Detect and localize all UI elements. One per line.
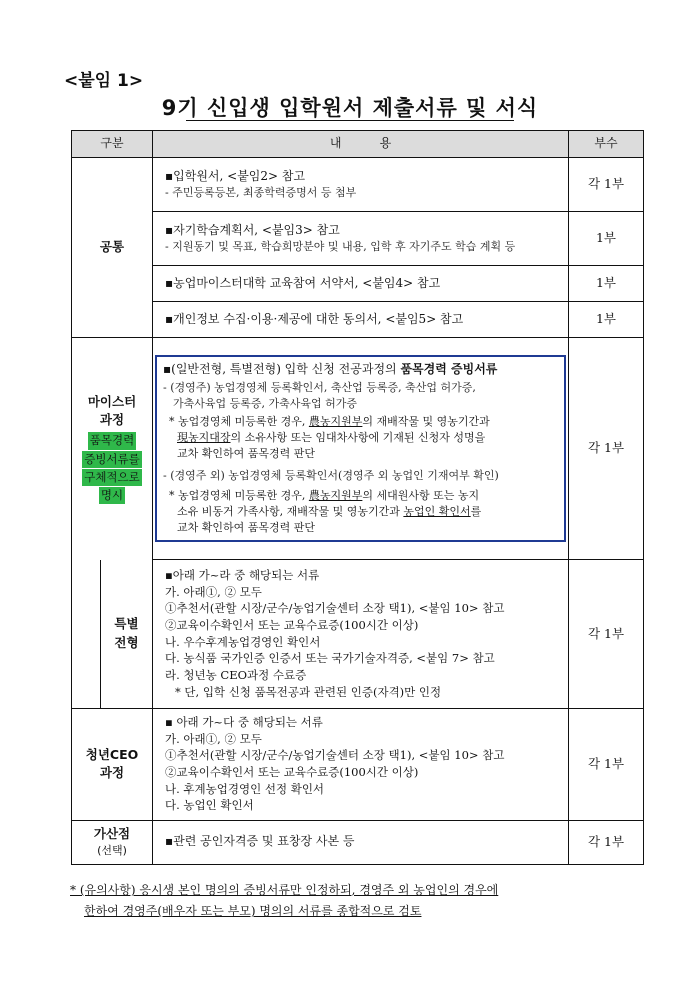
content-cell: ▪아래 가~라 중 해당되는 서류 가. 아래①, ② 모두 ①추천서(관할 시장/군수/농업기술센터 소장 택1), <붙임 10> 참고 ②교육이수확인서 또는 교육수료증(100시간 이상) 나. 우수후계농업경영인 확인서 다. 농식품 국가인증 인증서 또는 국가기술자격증, <붙임 7> 참고 라. 청년농 CEO과정 수료증 * 단, 입학 신청 품목전공과 관련된 인증(자격)만 인정 (153, 560, 569, 709)
count-cell: 각 1부 (569, 820, 644, 864)
table-row (72, 302, 644, 338)
emphasis-text: 품목경력 증빙서류 (400, 362, 498, 377)
table-header-row (72, 131, 644, 158)
highlight-text: 품목경력 (88, 432, 136, 449)
table-row (72, 338, 644, 560)
category-label: 과정 (99, 765, 125, 780)
item-text: 입학원서, <붙임2> 참고 (173, 168, 306, 183)
table-row (72, 820, 644, 864)
category-common: 공통 (72, 158, 153, 338)
documents-table (71, 130, 644, 865)
count-cell: 1부 (569, 266, 644, 302)
item-text: 자기학습계획서, <붙임3> 참고 (173, 222, 340, 237)
category-label: 전형 (114, 634, 139, 650)
footer-note (70, 880, 640, 922)
attachment-label: <붙임 1> (64, 71, 144, 91)
content-cell: ▪관련 공인자격증 및 표창장 사본 등 (153, 820, 569, 864)
table-row (72, 560, 644, 709)
content-cell: ▪농업마이스터대학 교육참여 서약서, <붙임4> 참고 (153, 266, 569, 302)
category-label: 마이스터 (87, 394, 137, 410)
count-cell: 각 1부 (569, 338, 644, 560)
column-header-category: 구분 (72, 131, 153, 158)
highlight-text: 구체적으로 (82, 469, 142, 486)
content-cell (153, 338, 569, 560)
count-cell: 1부 (569, 212, 644, 266)
table-row (72, 158, 644, 212)
content-cell: ▪ 아래 가~다 중 해당되는 서류 가. 아래①, ② 모두 ①추천서(관할 시장/군수/농업기술센터 소장 택1), <붙임 10> 참고 ②교육이수확인서 또는 교육수료증(100시간 이상) 나. 후계농업경영인 선정 확인서 다. 농업인 확인서 (153, 708, 569, 820)
category-bonus (72, 820, 153, 864)
count-cell: 1부 (569, 302, 644, 338)
table-row (72, 266, 644, 302)
count-cell: 각 1부 (569, 708, 644, 820)
count-cell: 각 1부 (569, 158, 644, 212)
category-special (72, 560, 153, 709)
content-cell: ▪입학원서, <붙임2> 참고 - 주민등록등본, 최종학력증명서 등 첨부 (153, 158, 569, 212)
category-label: 청년CEO (85, 746, 139, 762)
category-label: 특별 (114, 616, 139, 632)
category-sublabel: (선택) (97, 844, 127, 858)
item-text: 관련 공인자격증 및 표창장 사본 등 (173, 834, 355, 849)
highlight-text: 증빙서류를 (82, 451, 142, 468)
column-header-content: 내 용 (153, 131, 569, 158)
evidence-box: ▪(일반전형, 특별전형) 입학 신청 전공과정의 품목경력 증빙서류 - (경영주) 농업경영체 등록확인서, 축산업 등록증, 축산업 허가증, 가축사육업 등록증, 가축사육업 허가증 * 농업경영체 미등록한 경우, 農농지원부의 재배작물 및 영농기간과 現농지대장의 소유사항 또는 임대차사항에 기재된 신청자 성명을 교차 확인하여 품목경력 판단 - (경영주 외) 농업경영체 등록확인서(경영주 외 농업인 기재여부 확인) * 농업경영체 미등록한 경우, 農농지원부의 세대원사항 또는 농지 소유 비동거 가족사항, 재배작물 및 영농기간과 농업인 확인서를 교차 확인하여 품목경력 판단 (155, 355, 566, 542)
title-underline (186, 120, 514, 121)
item-text: 농업마이스터대학 교육참여 서약서, <붙임4> 참고 (173, 275, 441, 290)
category-ceo (72, 708, 153, 820)
content-cell: ▪자기학습계획서, <붙임3> 참고 - 지원동기 및 목표, 학습희망분야 및 내용, 입학 후 자기주도 학습 계획 등 (153, 212, 569, 266)
document-title: 9기 신입생 입학원서 제출서류 및 서식 (161, 96, 539, 120)
category-label: 가산점 (93, 825, 131, 841)
column-header-count: 부수 (569, 131, 644, 158)
count-cell: 각 1부 (569, 560, 644, 709)
highlight-text: 명시 (99, 487, 125, 504)
category-label: 과정 (99, 412, 125, 428)
item-subtext: - 지원동기 및 목표, 학습희망분야 및 내용, 입학 후 자기주도 학습 계획 등 (165, 240, 516, 254)
table-row (72, 212, 644, 266)
content-cell: ▪개인정보 수집·이용·제공에 대한 동의서, <붙임5> 참고 (153, 302, 569, 338)
item-text: 개인정보 수집·이용·제공에 대한 동의서, <붙임5> 참고 (173, 311, 464, 326)
category-meister (72, 338, 153, 560)
table-row (72, 708, 644, 820)
footer-line: 한하여 경영주(배우자 또는 부모) 명의의 서류를 종합적으로 검토 (84, 904, 422, 918)
item-subtext: - 주민등록등본, 최종학력증명서 등 첨부 (165, 186, 357, 200)
footer-line: * (유의사항) 응시생 본인 명의의 증빙서류만 인정하되, 경영주 외 농업인의 경우에 (70, 883, 499, 897)
